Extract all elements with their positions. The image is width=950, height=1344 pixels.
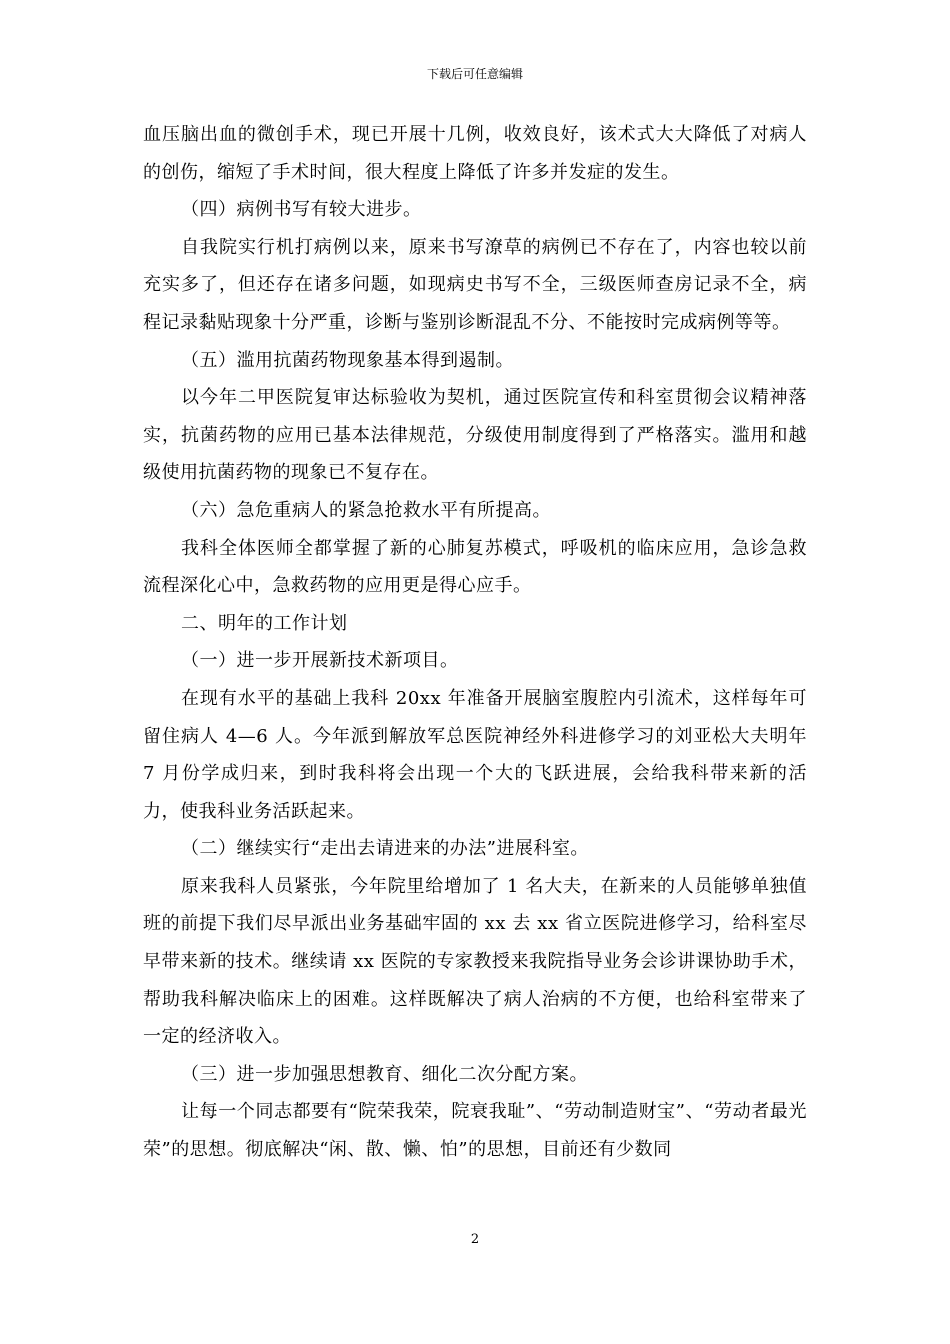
section-heading-plan: 二、明年的工作计划 — [181, 612, 348, 634]
paragraph-antibiotics: 以今年二甲医院复审达标验收为契机，通过医院宣传和科室贯彻会议精神落实，抗菌药物的应用已基本法律规范，分级使用制度得到了严格落实。滥用和越级使用抗菌药物的现象已不复存在。 — [143, 387, 807, 484]
paragraph-training: 原来我科人员紧张，今年院里给增加了 1 名大夫，在新来的人员能够单独值班的前提下我们尽早派出业务基础牢固的 xx 去 xx 省立医院进修学习，给科室尽早带来新的技术。继续请 xx 医院的专家教授来我院指导业务会诊讲课协助手术，帮助我科解决临床上的困难。这样既解决了病人治病的不方便，也给科室带来了一定的经济收入。 — [143, 875, 807, 1048]
paragraph-1: 血压脑出血的微创手术，现已开展十几例，收效良好，该术式大大降低了对病人的创伤，缩短了手术时间，很大程度上降低了许多并发症的发生。 — [143, 124, 807, 183]
plan-heading-2: （二）继续实行“走出去请进来的办法”进展科室。 — [181, 838, 589, 860]
plan-heading-1: （一）进一步开展新技术新项目。 — [181, 650, 459, 672]
paragraph-new-tech: 在现有水平的基础上我科 20xx 年准备开展脑室腹腔内引流术，这样每年可留住病人 4—6 人。今年派到解放军总医院神经外科进修学习的刘亚松大夫明年 7 月份学成归来，到时我科将会出现一个大的飞跃进展，会给我科带来新的活力，使我科业务活跃起来。 — [143, 687, 807, 822]
paragraph-emergency: 我科全体医师全都掌握了新的心肺复苏模式，呼吸机的临床应用，急诊急救流程深化心中，急救药物的应用更是得心应手。 — [143, 537, 807, 597]
paragraph-ideology: 让每一个同志都要有“院荣我荣，院衰我耻”、“劳动制造财宝”、“劳动者最光荣”的思想。彻底解决“闲、散、懒、怕”的思想，目前还有少数同 — [143, 1101, 807, 1161]
plan-heading-3: （三）进一步加强思想教育、细化二次分配方案。 — [181, 1063, 588, 1085]
page-number: 2 — [470, 1232, 480, 1247]
heading-4: （四）病例书写有较大进步。 — [181, 199, 422, 221]
document-body — [143, 116, 807, 1169]
page-header: 下载后可任意编辑 — [426, 67, 523, 81]
paragraph-medical-records: 自我院实行机打病例以来，原来书写潦草的病例已不存在了，内容也较以前充实多了，但还存在诸多问题，如现病史书写不全，三级医师查房记录不全，病程记录黏贴现象十分严重，诊断与鉴别诊断混乱不分、不能按时完成病例等等。 — [143, 236, 807, 333]
heading-5: （五）滥用抗菌药物现象基本得到遏制。 — [181, 349, 514, 371]
heading-6: （六）急危重病人的紧急抢救水平有所提高。 — [181, 499, 551, 521]
